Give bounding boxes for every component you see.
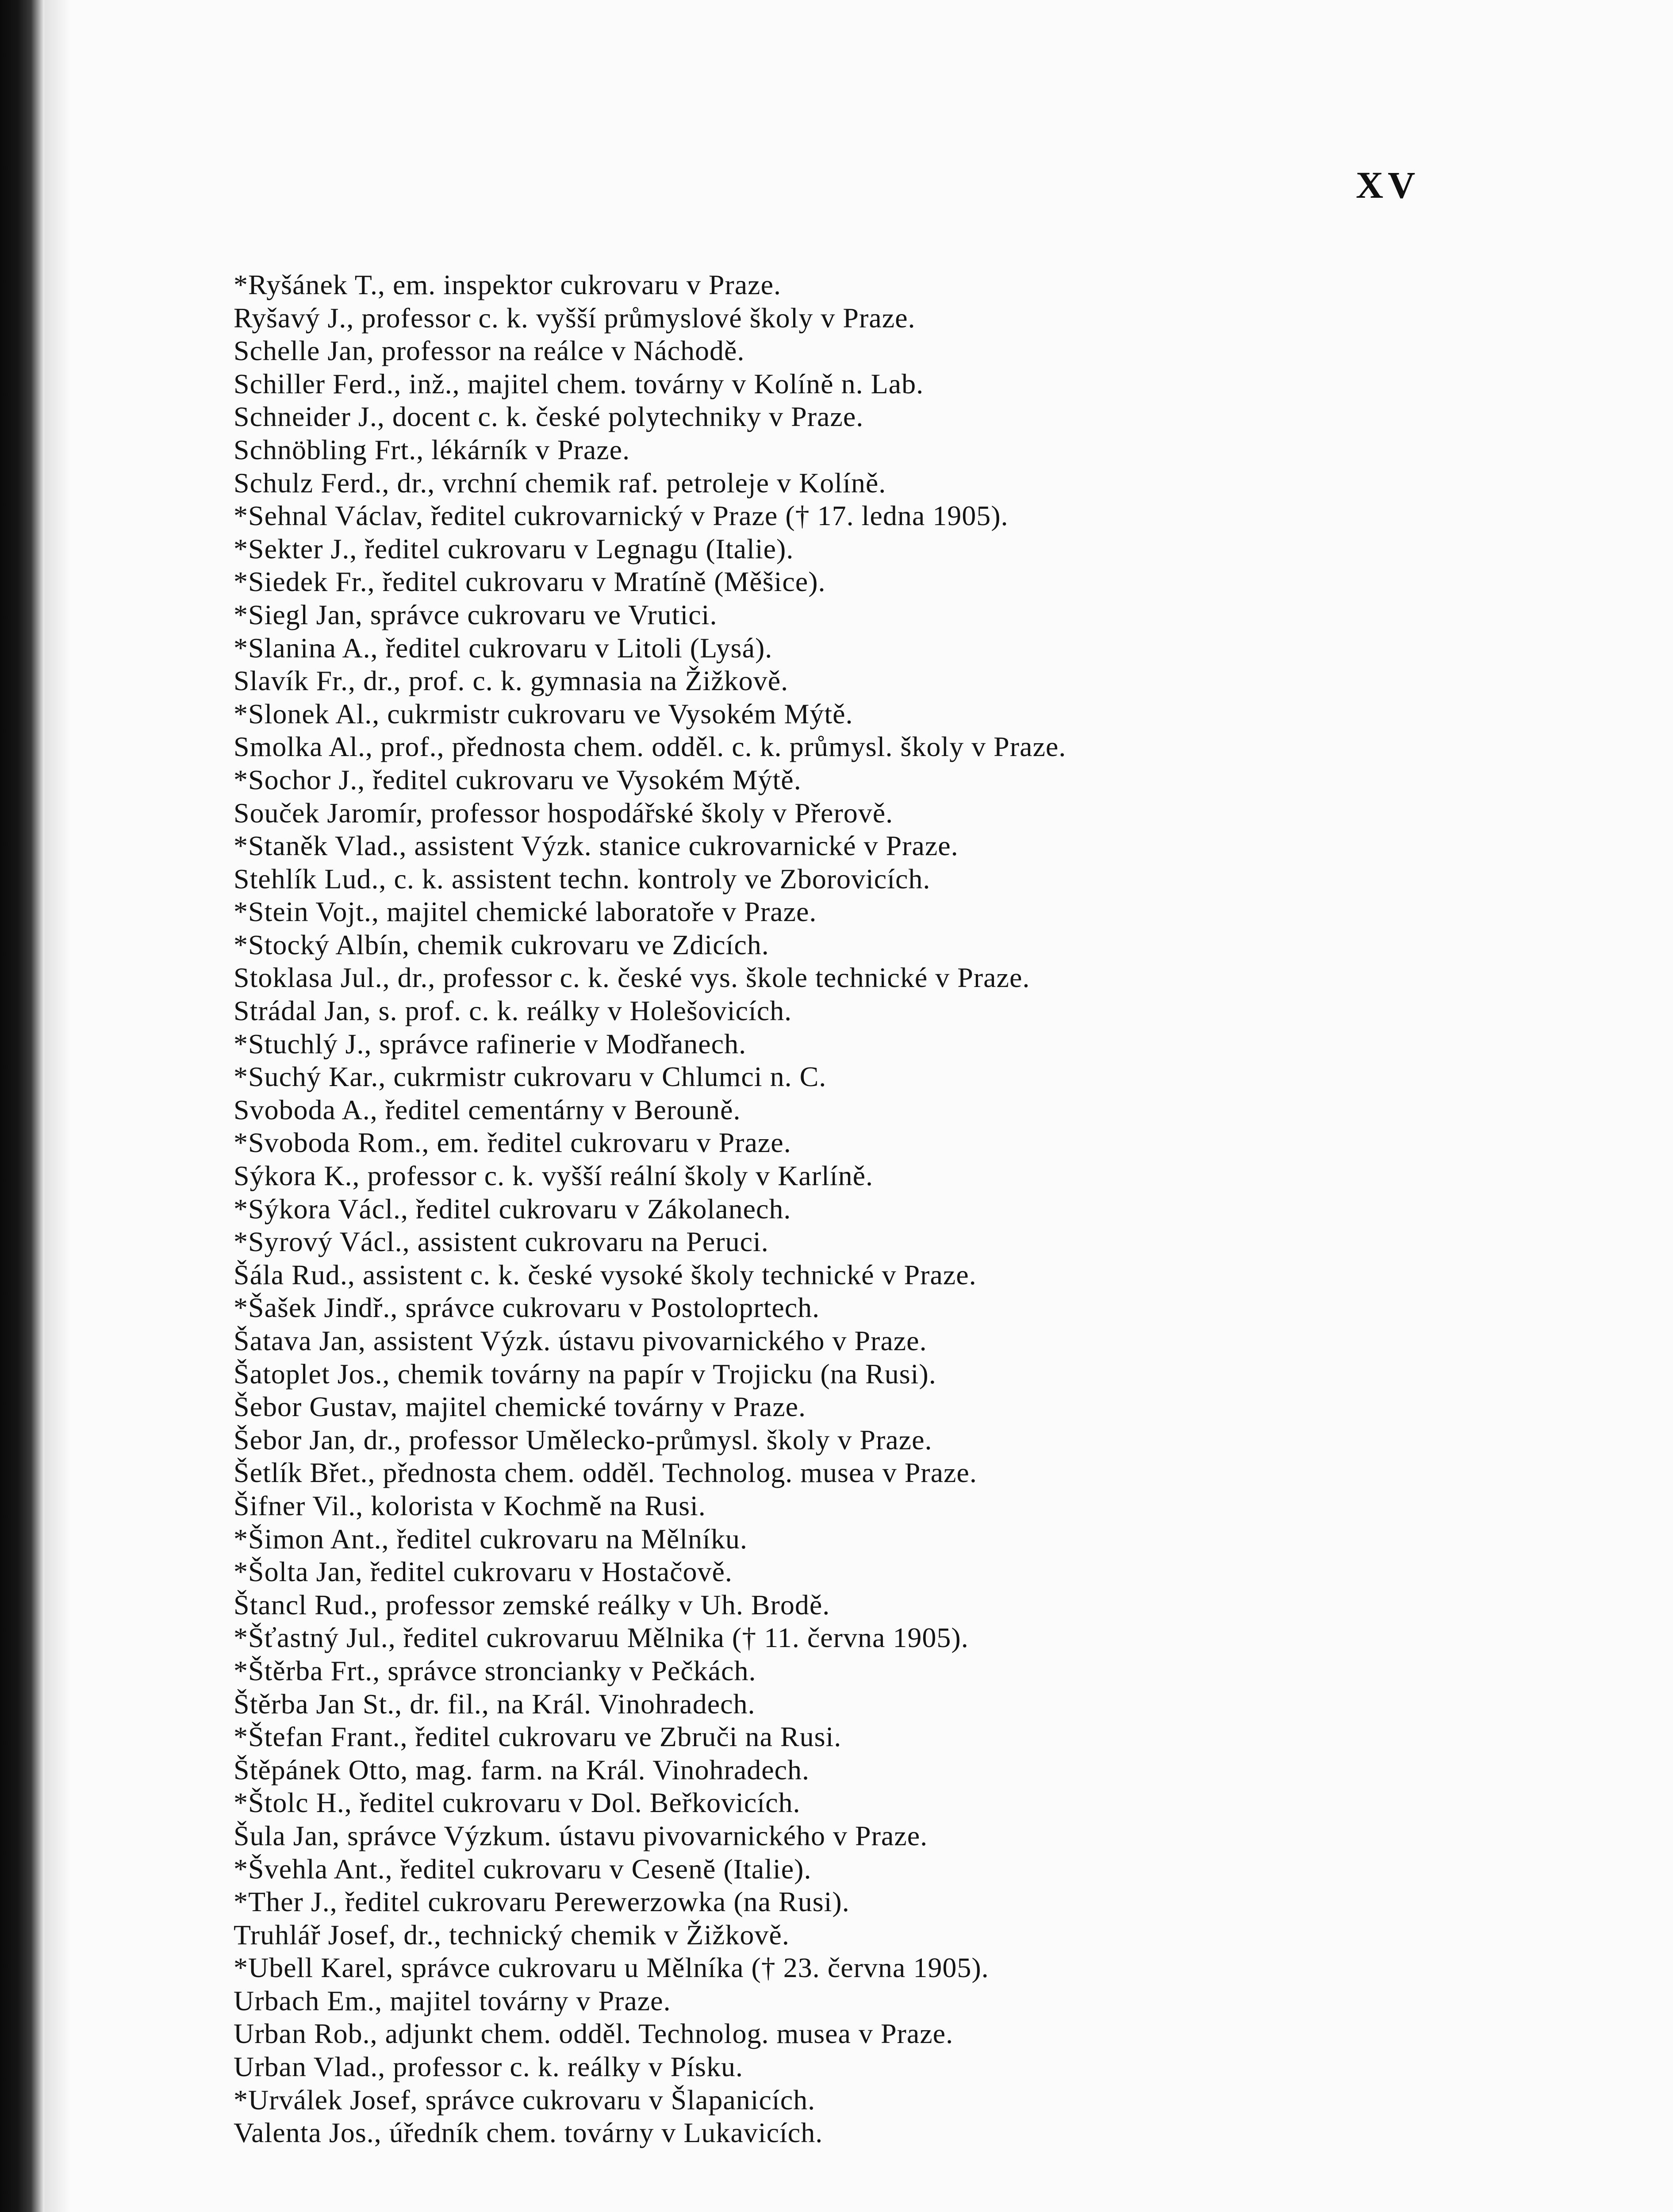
- list-item: *Ther J., ředitel cukrovaru Perewerzowka (na Rusi).: [234, 1886, 850, 1918]
- list-item: Štancl Rud., professor zemské reálky v Uh. Brodě.: [234, 1589, 830, 1621]
- list-item: *Stein Vojt., majitel chemické laboratoře v Praze.: [234, 896, 817, 928]
- list-item: *Slanina A., ředitel cukrovaru v Litoli (Lysá).: [234, 632, 773, 664]
- list-item: *Ubell Karel, správce cukrovaru u Mělníka († 23. června 1905).: [234, 1952, 989, 1984]
- page-number: XV: [1356, 164, 1420, 206]
- list-item: *Ryšánek T., em. inspektor cukrovaru v Praze.: [234, 269, 781, 300]
- list-item: Šála Rud., assistent c. k. české vysoké školy technické v Praze.: [234, 1259, 977, 1290]
- list-item: Štěpánek Otto, mag. farm. na Král. Vinohradech.: [234, 1754, 810, 1786]
- list-item: Šifner Vil., kolorista v Kochmě na Rusi.: [234, 1490, 706, 1521]
- list-item: *Siegl Jan, správce cukrovaru ve Vrutici.: [234, 599, 718, 630]
- list-item: Schnöbling Frt., lékárník v Praze.: [234, 434, 630, 465]
- list-item: Urbach Em., majitel továrny v Praze.: [234, 1985, 671, 2016]
- list-item: *Sochor J., ředitel cukrovaru ve Vysokém Mýtě.: [234, 764, 802, 795]
- list-item: Souček Jaromír, professor hospodářské školy v Přerově.: [234, 797, 894, 829]
- list-item: Schiller Ferd., inž., majitel chem. továrny v Kolíně n. Lab.: [234, 368, 924, 399]
- list-item: *Stocký Albín, chemik cukrovaru ve Zdicích.: [234, 929, 769, 960]
- list-item: Sýkora K., professor c. k. vyšší reální školy v Karlíně.: [234, 1160, 873, 1192]
- list-item: Ryšavý J., professor c. k. vyšší průmyslové školy v Praze.: [234, 302, 916, 334]
- list-item: *Švehla Ant., ředitel cukrovaru v Cesenĕ (Italie).: [234, 1853, 812, 1885]
- list-item: *Urválek Josef, správce cukrovaru v Šlapanicích.: [234, 2084, 816, 2116]
- list-item: Schelle Jan, professor na reálce v Náchodě.: [234, 335, 745, 367]
- list-item: Šatava Jan, assistent Výzk. ústavu pivovarnického v Praze.: [234, 1325, 927, 1356]
- list-item: *Sýkora Václ., ředitel cukrovaru v Zákolanech.: [234, 1193, 791, 1225]
- list-item: Truhlář Josef, dr., technický chemik v Žižkově.: [234, 1919, 790, 1951]
- list-item: *Šťastný Jul., ředitel cukrovaruu Mělnika († 11. června 1905).: [234, 1622, 969, 1654]
- list-item: *Štěrba Frt., správce stroncianky v Pečkách.: [234, 1655, 756, 1686]
- list-item: *Sekter J., ředitel cukrovaru v Legnagu (Italie).: [234, 533, 794, 565]
- list-item: Stehlík Lud., c. k. assistent techn. kontroly ve Zborovicích.: [234, 863, 931, 895]
- list-item: Strádal Jan, s. prof. c. k. reálky v Holešovicích.: [234, 995, 792, 1027]
- list-item: *Staněk Vlad., assistent Výzk. stanice cukrovarnické v Praze.: [234, 830, 959, 862]
- list-item: Šebor Jan, dr., professor Umělecko-průmysl. školy v Praze.: [234, 1424, 932, 1455]
- list-item: *Slonek Al., cukrmistr cukrovaru ve Vysokém Mýtě.: [234, 698, 853, 730]
- list-item: *Sehnal Václav, ředitel cukrovarnický v Praze († 17. ledna 1905).: [234, 500, 1009, 532]
- list-item: Šatoplet Jos., chemik továrny na papír v Trojicku (na Rusi).: [234, 1358, 936, 1390]
- list-item: *Šolta Jan, ředitel cukrovaru v Hostačově.: [234, 1556, 733, 1588]
- list-item: Valenta Jos., úředník chem. továrny v Lukavicích.: [234, 2117, 823, 2149]
- member-list: [234, 269, 1066, 2150]
- list-item: *Stuchlý J., správce rafinerie v Modřanech.: [234, 1028, 747, 1060]
- list-item: Štěrba Jan St., dr. fil., na Král. Vinohradech.: [234, 1688, 756, 1720]
- list-item: *Siedek Fr., ředitel cukrovaru v Mratíně (Měšice).: [234, 566, 826, 598]
- list-item: *Svoboda Rom., em. ředitel cukrovaru v Praze.: [234, 1127, 791, 1159]
- list-item: Urban Rob., adjunkt chem. odděl. Technolog. musea v Praze.: [234, 2018, 954, 2050]
- list-item: Slavík Fr., dr., prof. c. k. gymnasia na Žižkově.: [234, 665, 789, 697]
- list-item: *Syrový Václ., assistent cukrovaru na Peruci.: [234, 1226, 769, 1258]
- list-item: *Šimon Ant., ředitel cukrovaru na Mělníku.: [234, 1523, 748, 1555]
- list-item: Schulz Ferd., dr., vrchní chemik raf. petroleje v Kolíně.: [234, 467, 886, 499]
- list-item: Šula Jan, správce Výzkum. ústavu pivovarnického v Praze.: [234, 1820, 928, 1851]
- binding-shadow: [44, 0, 71, 2212]
- list-item: Stoklasa Jul., dr., professor c. k. české vys. škole technické v Praze.: [234, 962, 1030, 994]
- list-item: Šebor Gustav, majitel chemické továrny v Praze.: [234, 1391, 806, 1423]
- list-item: Svoboda A., ředitel cementárny v Berouně.: [234, 1094, 741, 1125]
- list-item: Šetlík Břet., přednosta chem. odděl. Technolog. musea v Praze.: [234, 1457, 977, 1489]
- list-item: Urban Vlad., professor c. k. reálky v Písku.: [234, 2051, 743, 2083]
- binding-edge: [0, 0, 44, 2212]
- list-item: Smolka Al., prof., přednosta chem. odděl. c. k. průmysl. školy v Praze.: [234, 731, 1067, 763]
- list-item: Schneider J., docent c. k. české polytechniky v Praze.: [234, 401, 864, 433]
- list-item: *Suchý Kar., cukrmistr cukrovaru v Chlumci n. C.: [234, 1061, 827, 1093]
- list-item: *Štefan Frant., ředitel cukrovaru ve Zbruči na Rusi.: [234, 1721, 842, 1753]
- list-item: *Šašek Jindř., správce cukrovaru v Postoloprtech.: [234, 1292, 820, 1324]
- list-item: *Štolc H., ředitel cukrovaru v Dol. Beřkovicích.: [234, 1787, 801, 1819]
